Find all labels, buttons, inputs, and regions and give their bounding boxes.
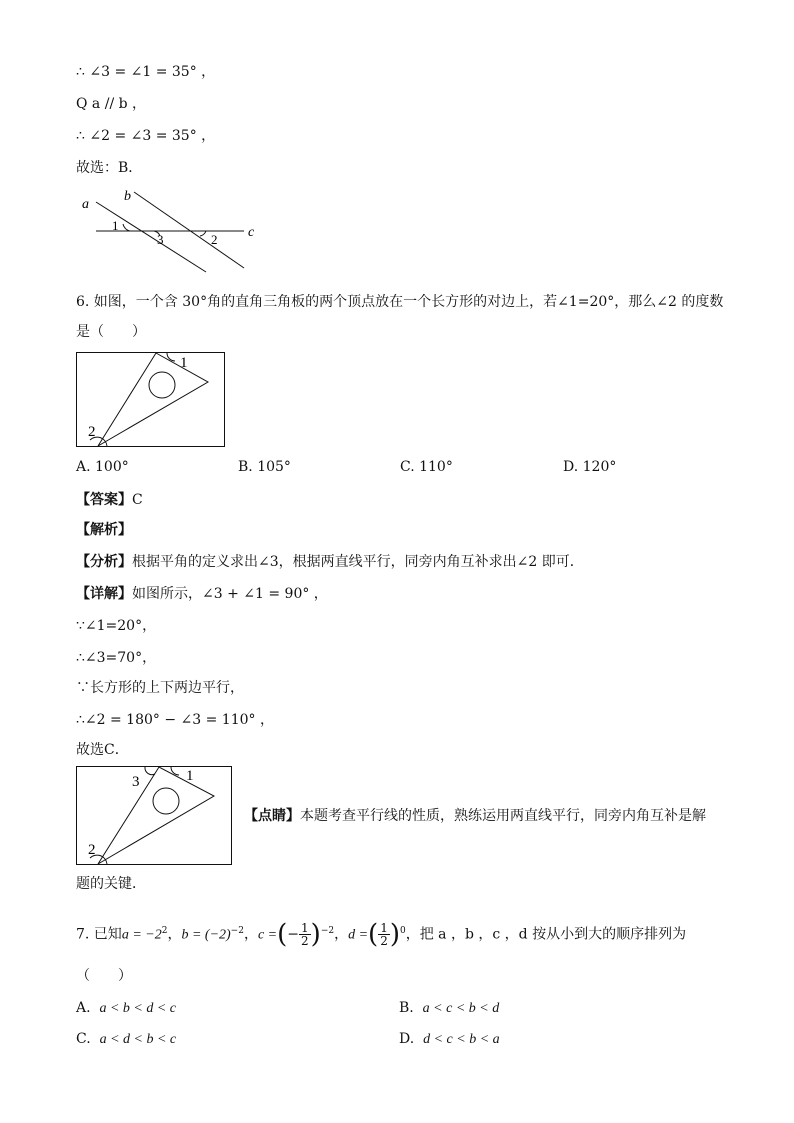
angle-2-arc (200, 231, 206, 236)
q7-option-d[interactable] (399, 1029, 500, 1050)
label-2: 2 (88, 424, 96, 440)
q7-option-c[interactable] (76, 1029, 176, 1050)
q7-stem: 7. 已知$a = -2^2$，$b = (-2)^{-2}$，c =(− $\frac{1}{2}$ )$^{-2}$，d =( $\frac{1}{2}$ )$^0$，把 a ，b ，c ，d 按从小到大的顺序排列为 (76, 919, 687, 950)
triangle-ruler (98, 353, 208, 446)
q7-option-a[interactable] (76, 998, 176, 1019)
option-expr: d < c < b < a (423, 1032, 500, 1047)
q6-step-1: ∵∠1=20°， (76, 618, 157, 634)
option-expr: a < b < d < c (99, 1001, 177, 1016)
q6-conclusion: 故选C． (76, 742, 129, 758)
option-expr: a < d < b < c (99, 1032, 177, 1047)
q6-answer (76, 490, 143, 510)
q6-figure (76, 352, 226, 448)
triangle-ruler (98, 767, 214, 864)
line-a (96, 202, 206, 272)
q6-option-c[interactable]: C. 110° (400, 459, 453, 475)
parallel-lines-figure (76, 184, 266, 274)
fenxi-text: 根据平角的定义求出∠3，根据两直线平行，同旁内角互补求出∠2 即可． (132, 554, 584, 570)
ruler-hole (153, 788, 179, 814)
analysis-tag: 【解析】 (76, 522, 132, 538)
solution-conclusion: 故选：B． (76, 160, 143, 176)
label-1: 1 (180, 355, 188, 371)
line-b (134, 192, 244, 268)
dianjing-tag: 【点睛】 (244, 808, 300, 824)
q7-c-exp: −2 (320, 926, 335, 936)
q6-option-a[interactable]: A. 100° (76, 459, 129, 475)
q7-c-sign: − (287, 926, 300, 943)
label-1: 1 (112, 218, 119, 233)
q7-suffix: ，把 a ，b ，c ，d 按从小到大的顺序排列为 (405, 926, 687, 943)
q7-a-def: a = −2 (121, 927, 162, 943)
q7-option-b[interactable] (399, 998, 499, 1019)
rectangle (77, 353, 225, 447)
option-label: A. (76, 1000, 91, 1016)
xiangjie-text: 如图所示，∠3 + ∠1 = 90° ， (132, 586, 328, 602)
q6-step-4: ∴∠2 = 180° − ∠3 = 110° ， (76, 712, 274, 728)
q7-b-def: b = (−2) (181, 927, 231, 943)
q6-option-d[interactable]: D. 120° (563, 459, 617, 475)
q7-prefix: 7. 已知 (76, 926, 122, 943)
label-a: a (82, 197, 89, 212)
q6-stem-line-1: 6. 如图，一个含 30°角的直角三角板的两个顶点放在一个长方形的对边上，若∠1=20°，那么∠2 的度数 (76, 294, 724, 310)
option-expr: a < c < b < d (422, 1001, 500, 1016)
q7-b-exp: −2 (230, 926, 244, 936)
q7-d-exp: 0 (400, 926, 406, 936)
ruler-hole (149, 372, 175, 398)
q7-paren-line: （ ） (76, 968, 132, 984)
q7-d-lhs: d = (348, 927, 369, 943)
label-3: 3 (157, 232, 164, 247)
rectangle (77, 767, 232, 865)
q7-a-exp: 2 (161, 926, 168, 936)
q6-fenxi (76, 552, 584, 572)
dianjing-text: 本题考查平行线的性质，熟练运用两直线平行，同旁内角互补是解 (300, 808, 706, 824)
solution-line-3: ∴ ∠2 = ∠3 = 35° ， (76, 128, 216, 144)
q6-solution-figure (76, 766, 234, 866)
xiangjie-tag: 【详解】 (76, 586, 132, 602)
fenxi-tag: 【分析】 (76, 554, 132, 570)
label-1: 1 (186, 768, 194, 784)
q7-c-fraction: $\frac{1}{2}$ (301, 921, 309, 949)
q6-dianjing-line-2: 题的关键． (76, 876, 146, 892)
angle-3-arc (145, 767, 155, 775)
label-3: 3 (132, 774, 140, 790)
q7-d-fraction: $\frac{1}{2}$ (380, 921, 388, 949)
answer-value: C (132, 492, 143, 508)
q6-stem-line-2: 是（ ） (76, 324, 146, 340)
q6-step-2: ∴∠3=70°， (76, 650, 157, 666)
q6-option-b[interactable]: B. 105° (238, 459, 291, 475)
option-label: C. (76, 1031, 91, 1047)
answer-tag: 【答案】 (76, 492, 132, 508)
q6-dianjing (244, 806, 706, 826)
solution-line-1: ∴ ∠3 = ∠1 = 35° ， (76, 64, 216, 80)
label-c: c (248, 225, 255, 240)
q7-c-lhs: c = (257, 927, 278, 943)
label-b: b (124, 189, 131, 204)
label-2: 2 (211, 232, 218, 247)
option-label: B. (399, 1000, 414, 1016)
angle-1-arc (123, 224, 130, 231)
label-2: 2 (88, 842, 96, 858)
q6-xiangjie (76, 584, 328, 604)
solution-line-2: Q a // b ， (76, 96, 147, 112)
q6-step-3: ∵长方形的上下两边平行， (76, 680, 244, 696)
option-label: D. (399, 1031, 415, 1047)
